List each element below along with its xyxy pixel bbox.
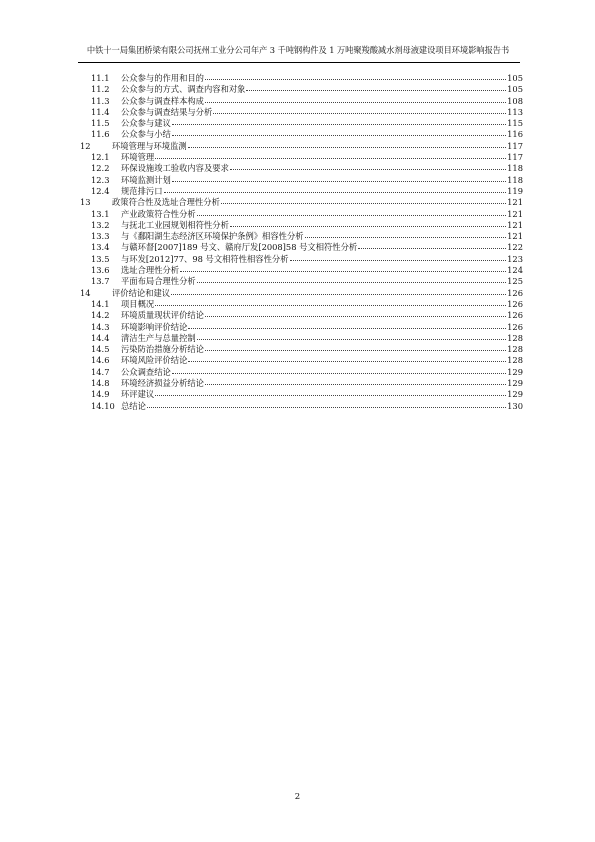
toc-leader-dots [246, 82, 506, 91]
toc-entry-page: 108 [507, 95, 523, 106]
toc-entry-number: 13.7 [91, 276, 110, 287]
toc-entry-title: 与抚北工业园规划相符性分析 [121, 219, 229, 230]
toc-entry-page: 122 [507, 242, 523, 253]
document-header: 中铁十一局集团桥梁有限公司抚州工业分公司年产 3 千吨钢构件及 1 万吨聚羧酸减水剂母液建设项目环境影响报告书 [86, 45, 510, 55]
toc-entry-title: 污染防治措施分析结论 [121, 344, 204, 355]
toc-entry-page: 116 [507, 129, 523, 140]
toc-entry-number: 11.1 [91, 73, 110, 83]
toc-entry-title: 环境影响评价结论 [121, 321, 188, 332]
toc-entry-title: 公众调查结论 [121, 366, 171, 377]
toc-entry-title: 规范排污口 [121, 185, 163, 196]
toc-entry-number: 11.6 [91, 129, 110, 140]
toc-entry-number: 14.7 [91, 366, 110, 377]
toc-entry-page: 119 [507, 185, 523, 196]
toc-entry-page: 128 [507, 332, 523, 343]
toc-entry-number: 13.2 [91, 219, 110, 230]
toc-entry-title: 平面布局合理性分析 [121, 276, 196, 287]
toc-leader-dots [205, 376, 506, 385]
toc-entry-number: 11.5 [91, 118, 110, 129]
toc-entry-number: 14.1 [91, 298, 110, 309]
toc-entry-title: 公众参与调查结果与分析 [121, 106, 213, 117]
toc-entry-number: 14.3 [91, 321, 110, 332]
toc-entry-title: 环境管理与环境监测 [112, 140, 187, 151]
toc-entry-title: 环保设施竣工验收内容及要求 [121, 163, 229, 174]
toc-entry-page: 105 [507, 84, 523, 95]
toc-entry-title: 环境风险评价结论 [121, 355, 188, 366]
toc-entry-page: 126 [507, 287, 523, 298]
page-number: 2 [294, 792, 301, 802]
toc-leader-dots [172, 127, 506, 136]
toc-entry-page: 123 [507, 253, 523, 264]
toc-entry-title: 政策符合性及选址合理性分析 [112, 197, 220, 208]
toc-entry-page: 128 [507, 344, 523, 355]
toc-leader-dots [164, 184, 507, 193]
toc-leader-dots [230, 161, 506, 170]
toc-entry-number: 14.2 [91, 310, 110, 321]
toc-leader-dots [188, 353, 506, 362]
toc-entry-title: 环境监测计划 [121, 174, 171, 185]
toc-entry-page: 121 [507, 231, 523, 242]
toc-leader-dots [230, 218, 506, 227]
toc-leader-dots [197, 274, 506, 283]
toc-entry-title: 公众参与调查样本构成 [121, 95, 204, 106]
toc-entry-number: 14.4 [91, 332, 110, 343]
toc-entry-title: 总结论 [121, 400, 146, 411]
toc-entry-page: 124 [507, 265, 523, 276]
toc-entry-number: 13.3 [91, 231, 110, 242]
toc-entry-number: 12.4 [91, 185, 110, 196]
toc-leader-dots [172, 365, 506, 374]
toc-leader-dots [172, 173, 506, 182]
toc-entry-number: 11.4 [91, 106, 110, 117]
toc-entry-title: 公众参与小结 [121, 129, 171, 140]
toc-entry-page: 126 [507, 310, 523, 321]
toc-entry-title: 环境质量现状评价结论 [121, 310, 204, 321]
toc-entry-title: 环境经济损益分析结论 [121, 378, 204, 389]
toc-entry-title: 环境管理 [121, 152, 155, 163]
toc-entry-page: 130 [507, 400, 523, 411]
toc-entry-page: 117 [507, 152, 523, 163]
toc-entry-number: 13.6 [91, 265, 110, 276]
toc-entry-title: 清洁生产与总量控制 [121, 332, 196, 343]
toc-leader-dots [171, 286, 506, 295]
toc-entry-page: 128 [507, 355, 523, 366]
toc-entry-title: 公众参与的方式、调查内容和对象 [121, 84, 246, 95]
toc-entry-number: 14.9 [91, 389, 110, 400]
toc-entry-number: 12.2 [91, 163, 110, 174]
toc-entry-number: 12.1 [91, 152, 110, 163]
toc-entry-page: 125 [507, 276, 523, 287]
toc-leader-dots [188, 139, 506, 148]
toc-entry-title: 公众参与的作用和目的 [121, 73, 204, 83]
toc-entry-number: 14 [80, 287, 91, 298]
toc-entry-number: 14.6 [91, 355, 110, 366]
toc-entry-page: 121 [507, 208, 523, 219]
table-of-contents [80, 72, 523, 411]
toc-entry-page: 129 [507, 378, 523, 389]
toc-leader-dots [213, 105, 506, 114]
toc-entry-title: 选址合理性分析 [121, 265, 180, 276]
toc-entry-number: 12.3 [91, 174, 110, 185]
toc-entry-title: 评价结论和建议 [112, 287, 171, 298]
toc-entry-page: 121 [507, 197, 523, 208]
toc-entry-number: 13.1 [91, 208, 110, 219]
toc-entry-page: 118 [507, 163, 523, 174]
toc-leader-dots [197, 331, 506, 340]
toc-entry-title: 产业政策符合性分析 [121, 208, 196, 219]
toc-entry-page: 105 [507, 73, 523, 83]
toc-leader-dots [205, 71, 506, 80]
toc-leader-dots [221, 195, 506, 204]
toc-entry-title: 环评建议 [121, 389, 155, 400]
header-rule [78, 62, 520, 63]
toc-entry[interactable] [80, 400, 523, 411]
toc-leader-dots [155, 297, 506, 306]
toc-leader-dots [205, 308, 506, 317]
toc-leader-dots [155, 150, 506, 159]
toc-entry-title: 与环发[2012]77、98 号文相符性相容性分析 [121, 253, 289, 264]
toc-entry-number: 11.2 [91, 84, 110, 95]
toc-entry-number: 13.5 [91, 253, 110, 264]
toc-entry-number: 14.8 [91, 378, 110, 389]
toc-leader-dots [205, 94, 506, 103]
toc-entry-page: 129 [507, 389, 523, 400]
toc-leader-dots [290, 252, 507, 261]
toc-leader-dots [172, 116, 506, 125]
toc-entry-page: 126 [507, 321, 523, 332]
toc-leader-dots [147, 399, 506, 408]
toc-leader-dots [188, 320, 506, 329]
toc-leader-dots [305, 229, 507, 238]
toc-leader-dots [197, 207, 506, 216]
toc-entry-number: 13.4 [91, 242, 110, 253]
toc-leader-dots [180, 263, 506, 272]
toc-entry-page: 126 [507, 298, 523, 309]
toc-entry-number: 12 [80, 140, 91, 151]
toc-entry-number: 14.10 [91, 400, 115, 411]
toc-leader-dots [358, 240, 506, 249]
toc-entry-page: 117 [507, 140, 523, 151]
toc-entry-title: 公众参与建议 [121, 118, 171, 129]
toc-entry-title: 与《鄱阳湖生态经济区环境保护条例》相容性分析 [121, 231, 304, 242]
toc-entry-number: 11.3 [91, 95, 110, 106]
toc-entry-page: 115 [507, 118, 523, 129]
toc-entry-title: 项目概况 [121, 298, 155, 309]
toc-entry-page: 121 [507, 219, 523, 230]
toc-entry-page: 113 [507, 106, 523, 117]
toc-entry-page: 118 [507, 174, 523, 185]
toc-leader-dots [205, 342, 506, 351]
toc-entry-page: 129 [507, 366, 523, 377]
toc-entry-number: 13 [80, 197, 91, 208]
toc-leader-dots [155, 387, 506, 396]
toc-entry-number: 14.5 [91, 344, 110, 355]
toc-entry-title: 与赣环督[2007]189 号文、赣府厅发[2008]58 号文相符性分析 [121, 242, 358, 253]
